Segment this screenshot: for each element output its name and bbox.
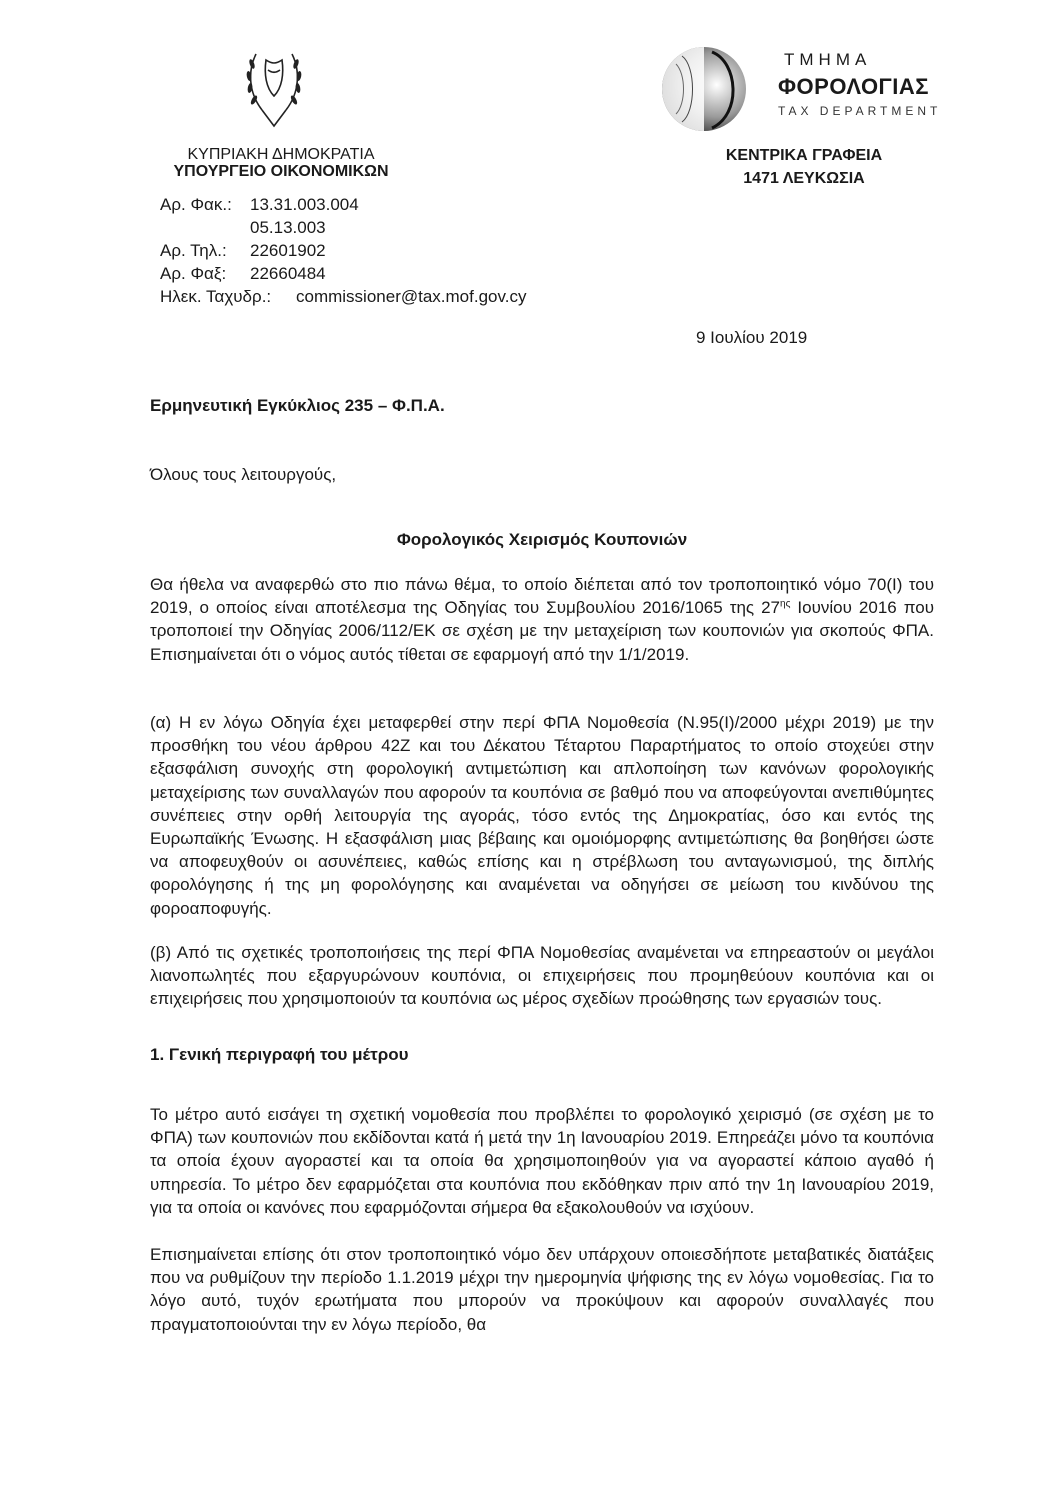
republic-label: ΚΥΠΡΙΑΚΗ ΔΗΜΟΚΡΑΤΙΑ [187,146,375,163]
ministry-label: ΥΠΟΥΡΓΕΙΟ ΟΙΚΟΝΟΜΙΚΩΝ [173,163,389,180]
section-heading-1: 1. Γενική περιγραφή του μέτρου [150,1045,409,1064]
paragraph-a: (α) Η εν λόγω Οδηγία έχει μεταφερθεί στην περί ΦΠΑ Νομοθεσία (Ν.95(Ι)/2000 μέχρι 2019) με την προσθήκη του νέου άρθρου 42Ζ και του Δέκατου Τέταρτου Παραρτήματος το οποίο στοχεύει στην εξασφάλιση συνοχής στη φορολογική αντιμετώπιση και απλοποίηση των κανόνων φορολογικής μεταχείρισης των συναλλαγών που αφορούν τα κουπόνια σε βαθμό που να αποφεύγονται ανεπιθύμητες συνέπειες στην ορθή λειτουργία της αγοράς, τόσο εντός της Δημοκρατίας, όσο και εντός της Ευρωπαϊκής Ένωσης. Η εξασφάλιση μιας βέβαιης και ομοιόμορφης αντιμετώπισης θα βοηθήσει ώστε να αποφευχθούν οι ασυνέπειες, καθώς επίσης και η στρέβλωση του ανταγωνισμού, της διπλής φορολόγησης ή της μη φορολόγησης και αναμένεται να οδηγήσει σε μείωση του κινδύνου της φοροαποφυγής. [150,713,934,918]
department-name-line2: ΦΟΡΟΛΟΓΙΑΣ [778,74,929,99]
fax-label: Αρ. Φαξ: [160,264,227,283]
email-label: Ηλεκ. Ταχυδρ.: [160,287,272,306]
office-label-line1: ΚΕΝΤΡΙΚΑ ΓΡΑΦΕΙΑ [725,147,883,164]
tax-department-logo-icon [652,44,750,134]
email-address: commissioner@tax.mof.gov.cy [296,287,527,306]
phone-number: 22601902 [250,241,326,260]
circular-title: Ερμηνευτική Εγκύκλιος 235 – Φ.Π.Α. [150,396,445,415]
department-name-line3: TAX DEPARTMENT [778,104,942,118]
paragraph-intro-part1: Θα ήθελα να αναφερθώ στο πιο πάνω θέμα, το οποίο διέπεται από τον τροποποιητικό νόμο 70(Ι) του 2019, ο οποίος είναι αποτέλεσμα της Οδηγίας του Συμβουλίου 2016/1065 της 27 [150,575,934,618]
file-number-1: 13.31.003.004 [250,195,359,214]
subject-title: Φορολογικός Χειρισμός Κουπονιών [396,530,688,549]
file-number-label: Αρ. Φακ.: [160,195,232,214]
fax-number: 22660484 [250,264,326,283]
paragraph-b: (β) Από τις σχετικές τροποποιήσεις της περί ΦΠΑ Νομοθεσίας αναμένεται να επηρεαστούν οι μεγάλοι λιανοπωλητές που εξαργυρώνουν κουπόνια, οι επιχειρήσεις που προμηθεύουν κουπόνια και οι επιχειρήσεις που χρησιμοποιούν τα κουπόνια ως μέρος σχεδίων προώθησης των εργασιών τους. [150,943,934,1009]
coat-of-arms-icon [226,40,322,136]
letter-date: 9 Ιουλίου 2019 [696,328,808,347]
department-name-line1: ΤΜΗΜΑ [784,50,872,69]
phone-label: Αρ. Τηλ.: [160,241,227,260]
ordinal-suffix: ης [780,598,791,610]
paragraph-intro-part2: Ιουνίου 2016 που τροποποιεί την Οδηγίας 2006/112/ΕΚ σε σχέση με την μεταχείριση των κουπονιών για σκοπούς ΦΠΑ. Επισημαίνεται ότι ο νόμος αυτός τίθεται σε εφαρμογή από την 1/1/2019. [150,598,935,664]
file-number-2: 05.13.003 [250,218,326,237]
paragraph-measure-description: Το μέτρο αυτό εισάγει τη σχετική νομοθεσία που προβλέπει το φορολογικό χειρισμό (σε σχέση με το ΦΠΑ) των κουπονιών που εκδίδονται κατά ή μετά την 1η Ιανουαρίου 2019. Επηρεάζει μόνο τα κουπόνια τα οποία έχουν αγοραστεί και τα οποία θα χρησιμοποιηθούν για να αγοραστεί κάποιο αγαθό ή υπηρεσία. Το μέτρο δεν εφαρμόζεται στα κουπόνια που εκδόθηκαν πριν από την 1η Ιανουαρίου 2019, για τα οποία οι κανόνες που εφαρμόζονται σήμερα θα εξακολουθούν να ισχύουν. [150,1105,934,1217]
office-label-line2: 1471 ΛΕΥΚΩΣΙΑ [743,170,865,187]
paragraph-intro [150,573,934,666]
greeting: Όλους τους λειτουργούς, [150,465,337,484]
paragraph-transitional: Επισημαίνεται επίσης ότι στον τροποποιητικό νόμο δεν υπάρχουν οποιεσδήποτε μεταβατικές διατάξεις που να ρυθμίζουν την περίοδο 1.1.2019 μέχρι την ημερομηνία ψήφισης της εν λόγω νομοθεσίας. Για το λόγο αυτό, τυχόν ερωτήματα που μπορούν να προκύψουν και αφορούν συναλλαγές που πραγματοποιούνται την εν λόγω περίοδο, θα [150,1245,934,1334]
